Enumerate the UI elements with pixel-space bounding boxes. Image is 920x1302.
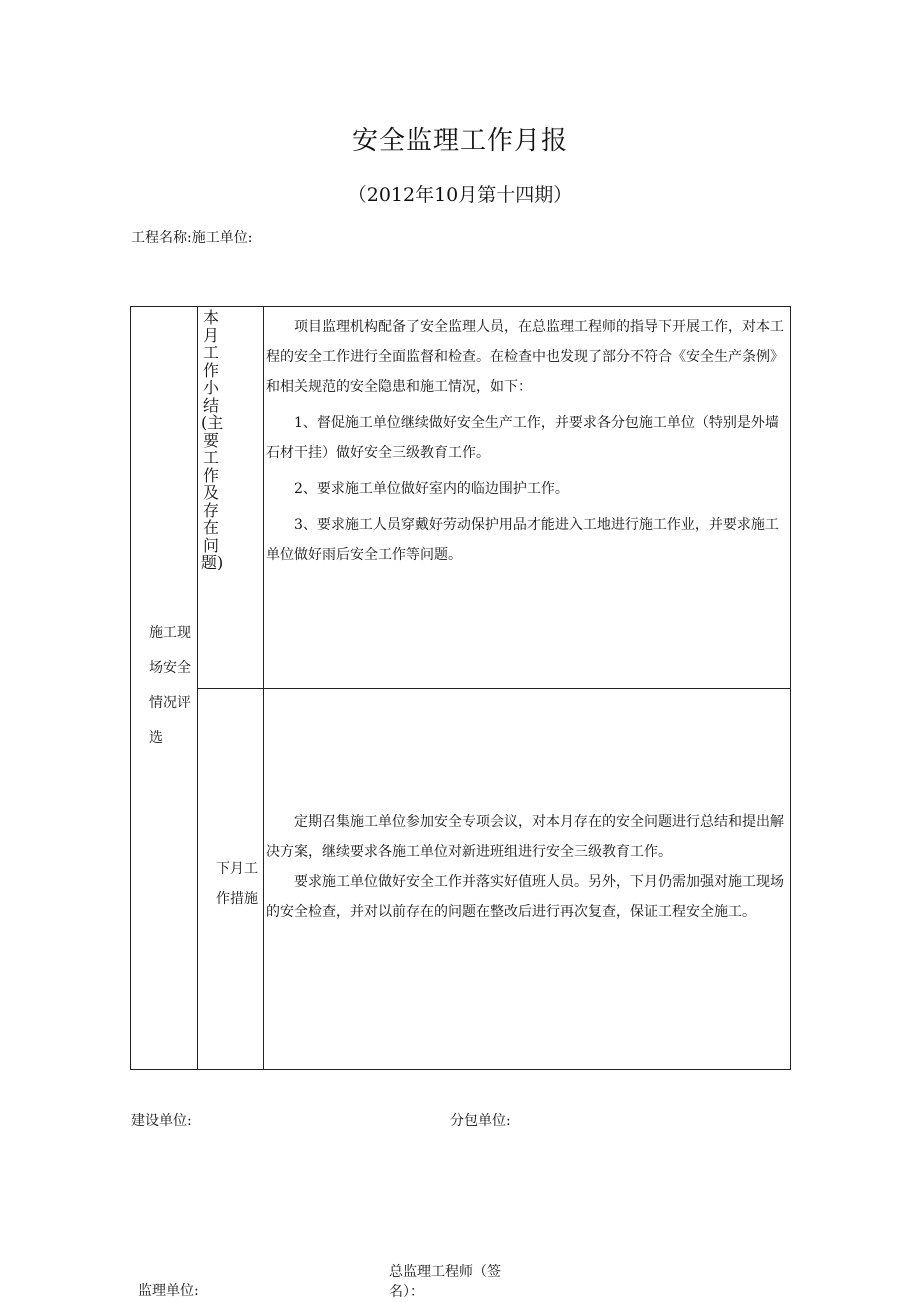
project-name-line: 工程名称:施工单位:	[131, 230, 253, 246]
table-border-top	[130, 306, 791, 307]
monthly-summary-label: 本月工作小结(主要工作及存在问题)	[201, 308, 224, 572]
table-divider-row	[197, 688, 791, 689]
table-border-bottom	[130, 1069, 791, 1070]
report-issue: （2012年10月第十四期）	[347, 184, 573, 206]
plan-paragraph-2: 要求施工单位做好安全工作并落实好值班人员。另外，下月仍需加强对施工现场的安全检查，并对以前存在的问题在整改后进行再次复查，保证工程安全施工。	[266, 874, 784, 920]
owner-unit-label: 建设单位:	[131, 1113, 192, 1129]
supervision-unit-label: 监理单位:	[138, 1283, 199, 1299]
summary-item-1: 1、督促施工单位继续做好安全生产工作，并要求各分包施工单位（特别是外墙石材干挂）做好安全三级教育工作。	[266, 415, 779, 461]
category-cell: 施工现场安全情况评选	[149, 625, 191, 746]
monthly-summary-content	[266, 312, 788, 570]
summary-item-2: 2、要求施工单位做好室内的临边围护工作。	[294, 481, 569, 497]
report-title: 安全监理工作月报	[351, 126, 568, 156]
subcontractor-label: 分包单位:	[450, 1113, 511, 1129]
chief-engineer-signature-label: 总监理工程师（签名）：	[389, 1264, 501, 1300]
next-month-content	[266, 807, 788, 927]
summary-paragraph: 项目监理机构配备了安全监理人员，在总监理工程师的指导下开展工作，对本工程的安全工作进行全面监督和检查。在检查中也发现了部分不符合《安全生产条例》和相关规范的安全隐患和施工情况，如下：	[266, 319, 784, 395]
plan-paragraph-1: 定期召集施工单位参加安全专项会议，对本月存在的安全问题进行总结和提出解决方案，继续要求各施工单位对新进班组进行安全三级教育工作。	[266, 814, 784, 860]
table-border-left	[130, 306, 131, 1070]
summary-item-3: 3、要求施工人员穿戴好劳动保护用品才能进入工地进行施工作业，并要求施工单位做好雨后安全工作等问题。	[266, 517, 779, 563]
next-month-label: 下月工作措施	[216, 861, 258, 907]
